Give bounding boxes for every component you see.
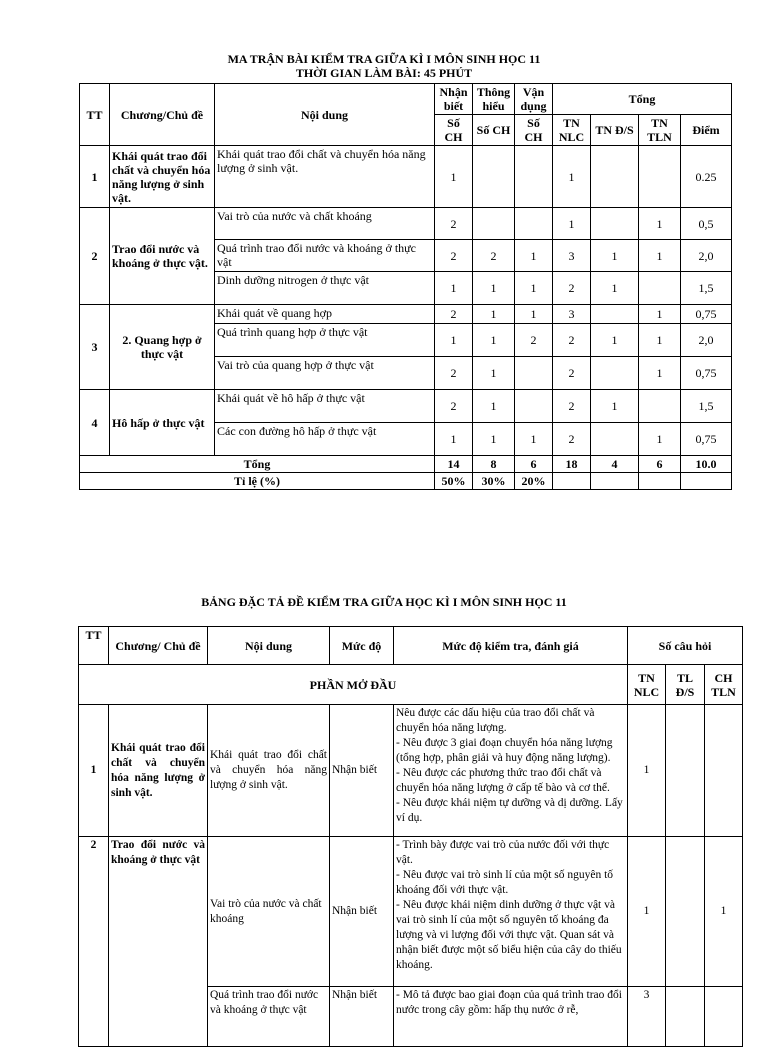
row-tt: 3	[80, 305, 110, 390]
cell-tln: 1	[639, 423, 681, 456]
cell-vd	[515, 390, 553, 423]
cell-diem: 1,5	[681, 390, 732, 423]
row-chapter: Khái quát trao đổi chất và chuyển hóa năng lượng ở sinh vật.	[110, 146, 215, 208]
empty-cell	[591, 473, 639, 490]
cell-tln: 1	[639, 324, 681, 357]
matrix-title: MA TRẬN BÀI KIỂM TRA GIỮA KÌ I MÔN SINH HỌC 11	[227, 52, 541, 66]
row-chapter: Hô hấp ở thực vật	[110, 390, 215, 456]
ratio-row	[80, 473, 732, 490]
cell-diem: 2,0	[681, 324, 732, 357]
cell-ds	[591, 146, 639, 208]
cell-nlc: 2	[553, 390, 591, 423]
spec-header-chapter: Chương/ Chủ đề	[109, 627, 208, 665]
cell-ds	[666, 987, 705, 1047]
table-row	[80, 390, 732, 423]
cell-nb: 1	[435, 324, 473, 357]
cell-ds	[591, 305, 639, 324]
row-criteria	[394, 705, 628, 837]
row-content: Khái quát về hô hấp ở thực vật	[215, 390, 435, 423]
header-van-dung: Vận dụng	[515, 84, 553, 115]
cell-ds	[666, 837, 705, 987]
cell-vd: 1	[515, 305, 553, 324]
cell-th: 1	[473, 305, 515, 324]
header-nhan-biet: Nhận biết	[435, 84, 473, 115]
criteria-line: - Nêu được các phương thức trao đổi chất và chuyển hóa năng lượng ở cấp tế bào và cơ thể.	[396, 767, 610, 794]
row-chapter: Trao đổi nước và khoáng ở thực vật.	[110, 208, 215, 305]
row-content: Khái quát trao đổi chất và chuyển hóa năng lượng ở sinh vật.	[215, 146, 435, 208]
cell-diem: 0,5	[681, 208, 732, 240]
matrix-subtitle: THỜI GIAN LÀM BÀI: 45 PHÚT	[295, 66, 473, 80]
cell-diem: 0,75	[681, 357, 732, 390]
table-row	[80, 146, 732, 208]
cell-nb: 2	[435, 390, 473, 423]
cell-vd	[515, 146, 553, 208]
matrix-table	[79, 83, 732, 490]
spec-header-tt: TT	[79, 627, 109, 665]
cell-nlc: 3	[553, 240, 591, 272]
cell-nlc: 2	[553, 324, 591, 357]
header-tn-ds: TN Đ/S	[591, 115, 639, 146]
criteria-line: - Trình bày được vai trò của nước đối với thực vật.	[396, 839, 610, 866]
row-tt: 4	[80, 390, 110, 456]
row-content: Quá trình quang hợp ở thực vật	[215, 324, 435, 357]
row-chapter: Trao đổi nước và khoáng ở thực vật	[109, 837, 208, 1047]
cell-tln	[705, 987, 743, 1047]
cell-ds: 1	[591, 324, 639, 357]
row-content: Quá trình trao đổi nước và khoáng ở thực vật	[215, 240, 435, 272]
cell-nb: 2	[435, 305, 473, 324]
cell-tln	[639, 272, 681, 305]
total-tln: 6	[639, 456, 681, 473]
total-label: Tổng	[80, 456, 435, 473]
row-content: Vai trò của quang hợp ở thực vật	[215, 357, 435, 390]
cell-diem: 1,5	[681, 272, 732, 305]
table-row	[80, 208, 732, 240]
cell-vd: 2	[515, 324, 553, 357]
cell-ds: 1	[591, 272, 639, 305]
spec-header-count: Số câu hỏi	[628, 627, 743, 665]
row-content: Các con đường hô hấp ở thực vật	[215, 423, 435, 456]
criteria-line: - Nêu được khái niệm dinh dưỡng ở thực vật và vai trò sinh lí của một số nguyên tố khoáng đa lượng và vi lượng đối với thực vật. Quan sát và nhận biết được một số biểu hiện của cây do thiếu khoáng.	[396, 899, 622, 971]
cell-th: 1	[473, 324, 515, 357]
row-content: Dinh dưỡng nitrogen ở thực vật	[215, 272, 435, 305]
spec-table	[78, 626, 743, 1047]
criteria-line: - Nêu được 3 giai đoạn chuyển hóa năng lượng (tổng hợp, phân giải và huy động năng lượng).	[396, 737, 613, 764]
header-chapter: Chương/Chủ đề	[110, 84, 215, 146]
header-tt: TT	[80, 84, 110, 146]
cell-nlc: 1	[553, 146, 591, 208]
cell-th	[473, 208, 515, 240]
header-so-ch: Số CH	[515, 115, 553, 146]
cell-ds: 1	[591, 240, 639, 272]
cell-ds	[591, 423, 639, 456]
cell-th: 2	[473, 240, 515, 272]
row-content: Quá trình trao đổi nước và khoáng ở thực vật	[208, 987, 330, 1047]
row-tt: 1	[79, 705, 109, 837]
header-thong-hieu: Thông hiểu	[473, 84, 515, 115]
row-content: Khái quát trao đổi chất và chuyển hóa năng lượng ở sinh vật.	[208, 705, 330, 837]
row-content: Vai trò của nước và chất khoáng	[208, 837, 330, 987]
ratio-label: Tỉ lệ (%)	[80, 473, 435, 490]
row-level: Nhận biết	[330, 837, 394, 987]
cell-nb: 2	[435, 240, 473, 272]
empty-cell	[553, 473, 591, 490]
criteria-line: - Mô tả được bao giai đoạn của quá trình trao đổi nước trong cây gồm: hấp thụ nước ở rễ,	[396, 989, 622, 1016]
cell-nb: 2	[435, 357, 473, 390]
ratio-th: 30%	[473, 473, 515, 490]
spec-title: BẢNG ĐẶC TẢ ĐỀ KIỂM TRA GIỮA HỌC KÌ I MÔN SINH HỌC 11	[201, 595, 567, 609]
spec-header-tl-ds: TL Đ/S	[666, 665, 705, 705]
cell-nlc: 2	[553, 357, 591, 390]
cell-nlc: 3	[628, 987, 666, 1047]
header-content: Nội dung	[215, 84, 435, 146]
total-row	[80, 456, 732, 473]
cell-ds	[591, 208, 639, 240]
cell-nb: 1	[435, 146, 473, 208]
cell-ds	[591, 357, 639, 390]
cell-nlc: 3	[553, 305, 591, 324]
cell-nb: 1	[435, 272, 473, 305]
criteria-line: Nêu được các dấu hiệu của trao đổi chất và chuyển hóa năng lượng.	[396, 707, 595, 734]
cell-vd	[515, 208, 553, 240]
ratio-nb: 50%	[435, 473, 473, 490]
spec-header-level: Mức độ	[330, 627, 394, 665]
ratio-vd: 20%	[515, 473, 553, 490]
cell-vd	[515, 357, 553, 390]
total-th: 8	[473, 456, 515, 473]
row-chapter: 2. Quang hợp ở thực vật	[110, 305, 215, 390]
spec-header-content: Nội dung	[208, 627, 330, 665]
cell-th: 1	[473, 390, 515, 423]
section-title: PHẦN MỞ ĐẦU	[79, 665, 628, 705]
row-tt: 2	[80, 208, 110, 305]
header-tn-tln: TN TLN	[639, 115, 681, 146]
cell-nlc: 1	[628, 837, 666, 987]
cell-diem: 0.25	[681, 146, 732, 208]
total-nb: 14	[435, 456, 473, 473]
row-tt: 1	[80, 146, 110, 208]
cell-tln	[639, 390, 681, 423]
cell-nlc: 2	[553, 272, 591, 305]
empty-cell	[639, 473, 681, 490]
row-tt: 2	[79, 837, 109, 1047]
cell-nb: 2	[435, 208, 473, 240]
total-vd: 6	[515, 456, 553, 473]
cell-th	[473, 146, 515, 208]
cell-tln: 1	[639, 240, 681, 272]
header-so-ch: Số CH	[473, 115, 515, 146]
cell-vd: 1	[515, 272, 553, 305]
total-nlc: 18	[553, 456, 591, 473]
row-level: Nhận biết	[330, 705, 394, 837]
cell-th: 1	[473, 272, 515, 305]
header-diem: Điểm	[681, 115, 732, 146]
table-row	[79, 705, 743, 837]
row-chapter: Khái quát trao đổi chất và chuyển hóa năng lượng ở sinh vật.	[109, 705, 208, 837]
cell-diem: 0,75	[681, 305, 732, 324]
cell-tln: 1	[639, 305, 681, 324]
total-ds: 4	[591, 456, 639, 473]
header-tn-nlc: TN NLC	[553, 115, 591, 146]
cell-vd: 1	[515, 423, 553, 456]
cell-tln	[705, 705, 743, 837]
cell-diem: 0,75	[681, 423, 732, 456]
cell-tln: 1	[705, 837, 743, 987]
cell-tln	[639, 146, 681, 208]
cell-nlc: 1	[553, 208, 591, 240]
total-diem: 10.0	[681, 456, 732, 473]
table-row	[79, 837, 743, 987]
row-content: Vai trò của nước và chất khoáng	[215, 208, 435, 240]
cell-nlc: 1	[628, 705, 666, 837]
criteria-line: - Nêu được vai trò sinh lí của một số nguyên tố khoáng đối với thực vật.	[396, 869, 614, 896]
cell-ds	[666, 705, 705, 837]
cell-vd: 1	[515, 240, 553, 272]
header-tong: Tổng	[553, 84, 732, 115]
cell-nlc: 2	[553, 423, 591, 456]
row-criteria	[394, 837, 628, 987]
cell-th: 1	[473, 357, 515, 390]
table-row	[80, 305, 732, 324]
cell-ds: 1	[591, 390, 639, 423]
row-content: Khái quát về quang hợp	[215, 305, 435, 324]
cell-diem: 2,0	[681, 240, 732, 272]
cell-tln: 1	[639, 208, 681, 240]
criteria-line: - Nêu được khái niệm tự dưỡng và dị dưỡng. Lấy ví dụ.	[396, 797, 623, 824]
cell-th: 1	[473, 423, 515, 456]
cell-tln: 1	[639, 357, 681, 390]
row-criteria	[394, 987, 628, 1047]
row-level: Nhận biết	[330, 987, 394, 1047]
empty-cell	[681, 473, 732, 490]
spec-header-criteria: Mức độ kiểm tra, đánh giá	[394, 627, 628, 665]
cell-nb: 1	[435, 423, 473, 456]
spec-header-tn-nlc: TN NLC	[628, 665, 666, 705]
header-so-ch: Số CH	[435, 115, 473, 146]
spec-header-ch-tln: CH TLN	[705, 665, 743, 705]
